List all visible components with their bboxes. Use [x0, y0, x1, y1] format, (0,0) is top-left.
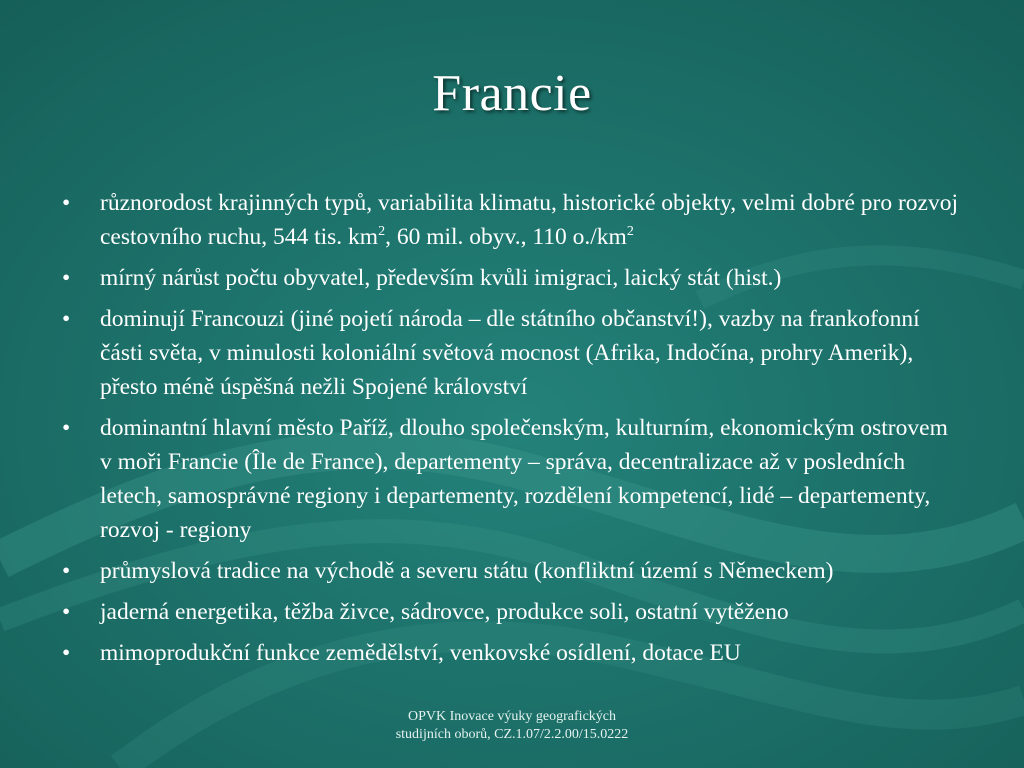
- bullet-dot-icon: •: [62, 265, 71, 291]
- slide-title: Francie: [432, 65, 592, 122]
- bullet-item: [62, 261, 962, 295]
- superscript: 2: [626, 224, 634, 239]
- bullet-item: [62, 411, 962, 547]
- bullet-dot-icon: •: [62, 415, 71, 441]
- bullet-dot-icon: •: [62, 558, 71, 584]
- bullet-list: [62, 186, 962, 677]
- bullet-text: jaderná energetika, těžba živce, sádrovce, produkce soli, ostatní vytěženo: [100, 599, 789, 625]
- footer-line: OPVK Inovace výuky geografických: [408, 709, 616, 724]
- bullet-item: [62, 636, 962, 670]
- slide-footer: [0, 708, 1024, 744]
- superscript: 2: [378, 224, 386, 239]
- bullet-dot-icon: •: [62, 190, 71, 216]
- bullet-text-continued: , 60 mil. obyv., 110 o./km: [385, 224, 627, 250]
- bullet-item: [62, 595, 962, 629]
- bullet-text: různorodost krajinných typů, variabilita klimatu, historické objekty, velmi dobré pro rozvoj cestovního ruchu, 544 tis. km: [100, 190, 958, 250]
- bullet-item: [62, 302, 962, 404]
- bullet-dot-icon: •: [62, 306, 71, 332]
- bullet-dot-icon: •: [62, 599, 71, 625]
- bullet-text: mírný nárůst počtu obyvatel, především kvůli imigraci, laický stát (hist.): [100, 265, 782, 291]
- bullet-item: [62, 186, 962, 254]
- bullet-text: mimoprodukční funkce zemědělství, venkovské osídlení, dotace EU: [100, 640, 741, 666]
- bullet-item: [62, 554, 962, 588]
- footer-line: studijních oborů, CZ.1.07/2.2.00/15.0222: [395, 727, 629, 742]
- bullet-text: dominují Francouzi (jiné pojetí národa – dle státního občanství!), vazby na frankofonní části světa, v minulosti koloniální světová mocnost (Afrika, Indočína, prohry Amerik), přesto méně úspěšná nežli Spojené království: [100, 306, 920, 400]
- bullet-text: dominantní hlavní město Paříž, dlouho společenským, kulturním, ekonomickým ostrovem v moři Francie (Île de France), departementy – správa, decentralizace až v posledních letech, samosprávné regiony i departementy, rozdělení kompetencí, lidé – departementy, rozvoj - regiony: [100, 415, 948, 543]
- bullet-dot-icon: •: [62, 640, 71, 666]
- bullet-text: průmyslová tradice na východě a severu státu (konfliktní území s Německem): [100, 558, 834, 584]
